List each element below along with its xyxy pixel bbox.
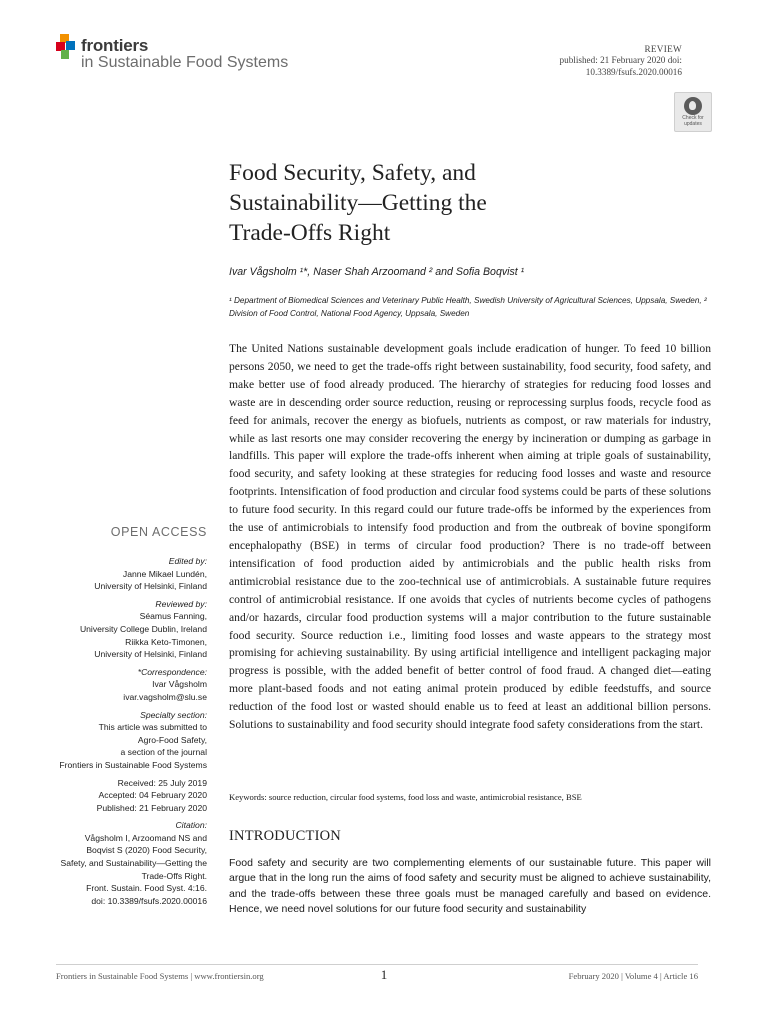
- check-for-updates-badge[interactable]: [674, 92, 712, 132]
- open-access-label: OPEN ACCESS: [110, 525, 207, 539]
- title-line: Sustainability—Getting the: [229, 190, 487, 216]
- frontiers-logo-icon: [56, 34, 80, 60]
- section-heading-introduction: INTRODUCTION: [229, 828, 341, 844]
- reviewer-name[interactable]: Séamus Fanning,: [139, 611, 207, 622]
- page-number: 1: [380, 967, 388, 982]
- footer-issue: February 2020 | Volume 4 | Article 16: [568, 971, 698, 981]
- editor-affiliation: University of Helsinki, Finland: [94, 581, 207, 592]
- specialty-line: Frontiers in Sustainable Food Systems: [59, 759, 207, 770]
- published-date: Published: 21 February 2020: [96, 802, 207, 813]
- logo-journal-part2: Food Systems: [181, 54, 289, 71]
- published-line: published: 21 February 2020 doi:: [559, 55, 682, 66]
- citation-doi[interactable]: doi: 10.3389/fsufs.2020.00016: [91, 895, 207, 906]
- journal-logo[interactable]: [56, 32, 316, 78]
- edited-by-block: [17, 555, 207, 593]
- citation-line: Trade-Offs Right.: [141, 870, 207, 881]
- dates-block: [17, 777, 207, 815]
- logo-journal: [81, 54, 288, 72]
- specialty-block: [17, 709, 207, 772]
- article-title: [229, 158, 629, 248]
- introduction-text: Food safety and security are two complementing elements of our sustainable future. This paper will argue that in the long run the aims of food safety and security must be aligned to achieve sustainability, and the trade-offs between these three goals must be managed carefully and based on evidence. Hence, we need novel solutions for our future food security and sustainability: [229, 857, 711, 915]
- received-date: Received: 25 July 2019: [117, 777, 207, 788]
- correspondence-email[interactable]: ivar.vagsholm@slu.se: [123, 691, 207, 702]
- citation-line: Safety, and Sustainability—Getting the: [60, 858, 207, 869]
- reviewed-by-label: Reviewed by:: [155, 598, 207, 609]
- specialty-line: a section of the journal: [120, 747, 207, 758]
- doi-line[interactable]: 10.3389/fsufs.2020.00016: [585, 66, 682, 77]
- keywords: Keywords: source reduction, circular food systems, food loss and waste, antimicrobial resistance, BSE: [229, 792, 582, 802]
- correspondence-name: Ivar Vågsholm: [152, 679, 207, 690]
- bookmark-icon: [684, 97, 702, 115]
- check-updates-label: Check for updates: [682, 115, 704, 127]
- correspondence-block: [17, 666, 207, 704]
- citation-block: [17, 819, 207, 907]
- specialty-line: Agro-Food Safety,: [137, 734, 207, 745]
- reviewer-name[interactable]: Riikka Keto-Timonen,: [125, 636, 207, 647]
- specialty-label: Specialty section:: [140, 709, 207, 720]
- reviewer-affiliation: University of Helsinki, Finland: [94, 649, 207, 660]
- logo-journal-part1: in Sustainable: [81, 54, 182, 71]
- logo-brand: frontiers: [81, 36, 149, 55]
- article-info-sidebar: [17, 524, 207, 912]
- footer-divider: [56, 964, 698, 965]
- reviewed-by-block: [17, 598, 207, 661]
- affiliations: ¹ Department of Biomedical Sciences and Veterinary Public Health, Swedish University of Agricultural Sciences, Uppsala, Sweden, ² Division of Food Control, National Food Agency, Uppsala, Sweden: [229, 296, 707, 318]
- correspondence-label: *Correspondence:: [137, 666, 207, 677]
- citation-label: Citation:: [175, 820, 207, 831]
- abstract: The United Nations sustainable development goals include eradication of hunger. To feed 10 billion persons 2050, we need to get the trade-offs right between sustainability, food security, food safety, and make better use of food already produced. The hierarchy of strategies for reducing food losses and waste are in descending order source reduction, reusing or reprocessing surplus foods, recycle food as feed for animals, recover the energy as biofuels, nutrients as compost, or raw materials for industry, while as last resorts one may consider recovering the energy by incineration or dumping as garbage in landfills. This paper will explore the trade-offs inherent when aiming at triple goals of sustainability, food security, and safety looking at these strategies for reducing food losses and waste and resource footprints. Intensification of food production and circular food systems could be parts of these solutions to future food security. In this regard could our future trade-offs be informed by the experiences from the use of antimicrobials to intensify food production and from the outbreak of bovine spongiform encephalopathy (BSE) in terms of circular food production? There is no trade-off between intensification of food production aided by antimicrobials and the public health risks from antimicrobial resistance due to the zoo-technical use of antimicrobials. A sustainable future requires control of antimicrobial resistance. If one avoids that cycles of nutrients become cycles of pathogens and/or hazards, circular food production systems will a major contribution to the future sustainable food security. Source reduction i.e., limiting food losses and waste appears to the strategy most promising for achieving sustainability. By using artificial intelligence and intelligent packaging major progress is possible, with the added benefit of better control of food fraud. A changed diet—eating more plant-based foods and not eating animal protein produced by edible feedstuffs, and source reduction of the food lost or wasted should enable us to feed at least an additional billion persons. Solutions to sustainability and food security should integrate food safety considerations from the start.: [229, 342, 711, 732]
- citation-line: Front. Sustain. Food Syst. 4:16.: [86, 883, 207, 894]
- title-line: Trade-Offs Right: [229, 220, 391, 246]
- title-line: Food Security, Safety, and: [229, 160, 476, 186]
- edited-by-label: Edited by:: [168, 556, 207, 566]
- accepted-date: Accepted: 04 February 2020: [98, 790, 207, 801]
- article-meta: [560, 44, 683, 78]
- editor-name[interactable]: Janne Mikael Lundén,: [122, 568, 207, 579]
- authors[interactable]: Ivar Vågsholm ¹*, Naser Shah Arzoomand ² and Sofia Boqvist ¹: [229, 266, 525, 278]
- citation-line: Boqvist S (2020) Food Security,: [86, 845, 207, 856]
- citation-line: Vågsholm I, Arzoomand NS and: [84, 832, 207, 843]
- reviewer-affiliation: University College Dublin, Ireland: [79, 623, 207, 634]
- article-type: REVIEW: [644, 44, 682, 54]
- footer-journal[interactable]: Frontiers in Sustainable Food Systems | www.frontiersin.org: [56, 971, 264, 981]
- specialty-line: This article was submitted to: [98, 722, 207, 733]
